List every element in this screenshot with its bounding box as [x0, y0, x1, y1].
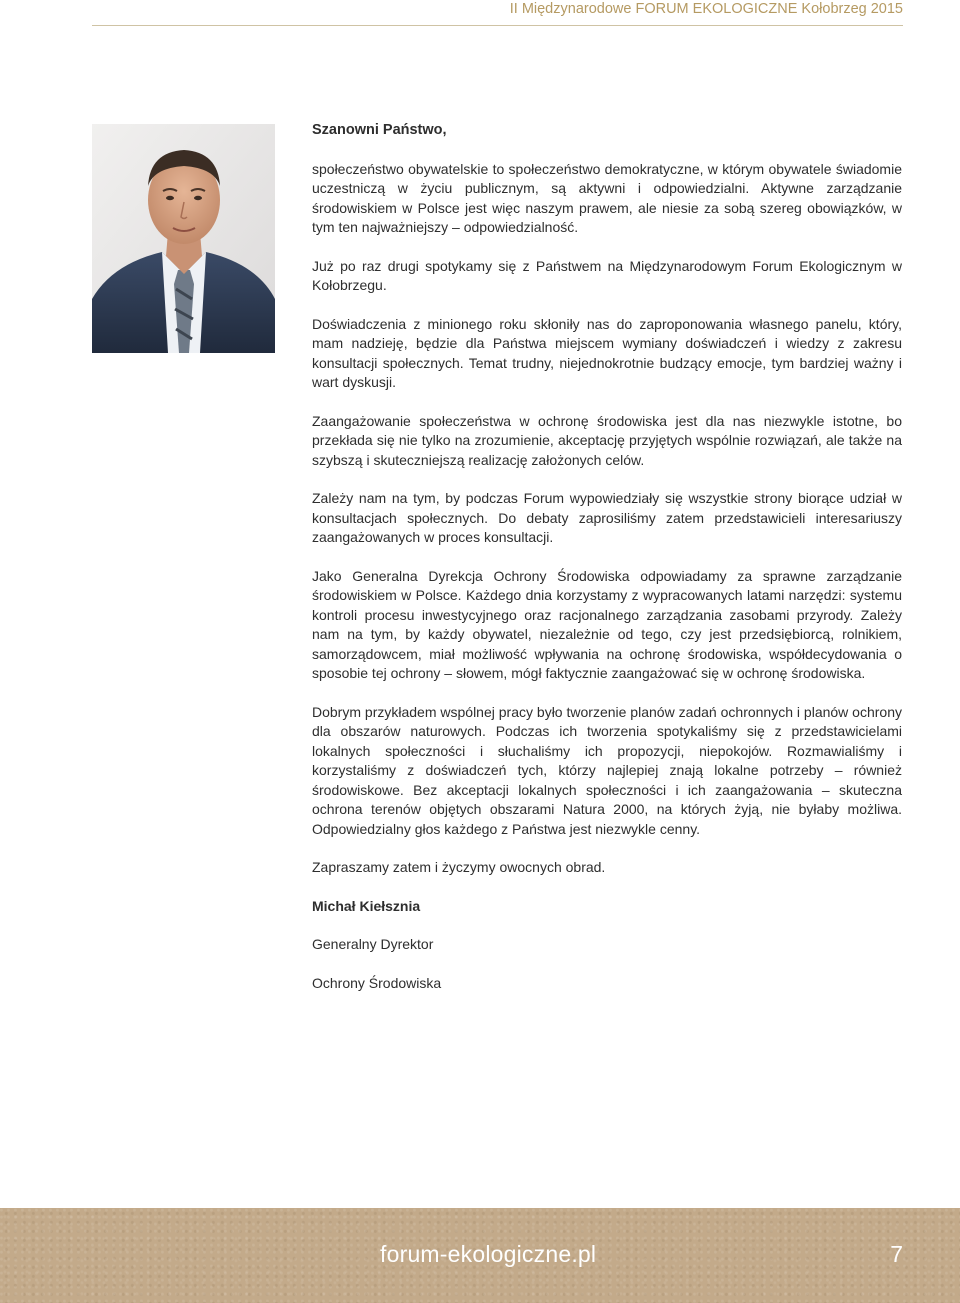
letter-paragraph: Zależy nam na tym, by podczas Forum wypowiedziały się wszystkie strony biorące udział w konsultacjach społecznych. Do debaty zaprosiliśmy zatem przedstawicieli interesariuszy zaangażowanych w proces konsultacji.	[312, 490, 902, 545]
page-footer	[0, 1208, 960, 1303]
signature-name: Michał Kiełsznia	[312, 897, 421, 914]
page-header	[0, 0, 960, 40]
author-portrait	[92, 124, 275, 353]
signature-title-line-1: Generalny Dyrektor	[312, 936, 434, 952]
salutation: Szanowni Państwo,	[312, 122, 447, 138]
signature-title-line-2: Ochrony Środowiska	[312, 974, 442, 991]
letter-paragraph: Zaangażowanie społeczeństwa w ochronę środowiska jest dla nas niezwykle istotne, bo przekłada się nie tylko na zrozumienie, akceptację przyjętych wspólnie rozwiązań, ale także na szybszą i skuteczniejszą realizację założonych celów.	[312, 412, 902, 468]
letter-paragraph: Doświadczenia z minionego roku skłoniły nas do zaproponowania własnego panelu, który, mam nadzieję, będzie dla Państwa miejscem wymiany doświadczeń i wiedzy z zakresu konsultacji społecznych. Temat trudny, niejednokrotnie budzący emocje, tym bardziej ważny i wart dyskusji.	[312, 315, 902, 390]
portrait-illustration	[92, 124, 275, 353]
letter-paragraph: Dobrym przykładem wspólnej pracy było tworzenie planów zadań ochronnych i planów ochrony dla obszarów naturowych. Podczas ich tworzenia spotykaliśmy się z przedstawicielami lokalnych społeczności i słuchaliśmy ich propozycji, niepokojów. Rozmawialiśmy i korzystaliśmy z doświadczeń tych, którzy najlepiej znają lokalne potrzeby – również środowiskowe. Bez akceptacji lokalnych społeczności i ich zaangażowania – skuteczna ochrona terenów objętych obszarami Natura 2000, na których żyją, nie byłaby możliwa. Odpowiedzialny głos każdego z Państwa jest niezwykle cenny.	[312, 703, 902, 837]
page-number: 7	[890, 1241, 903, 1267]
header-title: II Międzynarodowe FORUM EKOLOGICZNE Kołobrzeg 2015	[509, 1, 903, 17]
letter-paragraph: Już po raz drugi spotykamy się z Państwem na Międzynarodowym Forum Ekologicznym w Kołobrzegu.	[312, 257, 902, 293]
letter-closing: Zapraszamy zatem i życzymy owocnych obrad.	[312, 859, 606, 875]
letter-paragraph: społeczeństwo obywatelskie to społeczeństwo demokratyczne, w którym obywatele świadomie uczestniczą w życiu publicznym, są aktywni i odpowiedzialni. Aktywne zarządzanie środowiskiem w Polsce jest więc naszym prawem, ale niesie za sobą szereg obowiązków, w tym ten najważniejszy – odpowiedzialność.	[312, 160, 902, 235]
footer-website-link[interactable]: forum-ekologiczne.pl	[380, 1241, 597, 1267]
letter-paragraph: Jako Generalna Dyrekcja Ochrony Środowiska odpowiadamy za sprawne zarządzanie środowiskiem w Polsce. Każdego dnia korzystamy z wypracowanych latami narzędzi: systemu kontroli procesu inwestycyjnego oraz racjonalnego zarządzania zasobami przyrody. Zależy nam na tym, by każdy obywatel, niezależnie od tego, czy jest przedsiębiorcą, rolnikiem, samorządowcem, miał możliwość wpływania na ochronę środowiska, współdecydowania o sposobie tej ochrony – słowem, mógł faktycznie zaangażować się w ochronę środowiska.	[312, 567, 902, 681]
letter-body	[312, 121, 902, 1012]
header-divider	[92, 25, 903, 26]
